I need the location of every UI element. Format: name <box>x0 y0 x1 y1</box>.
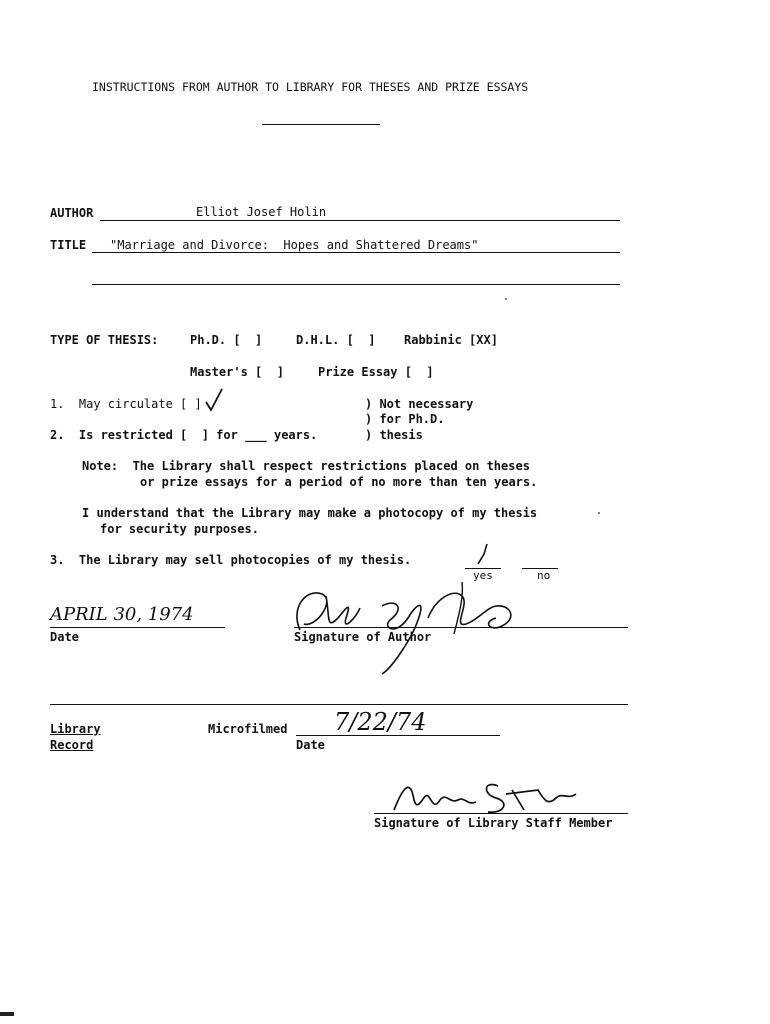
title-line <box>92 252 620 253</box>
author-line <box>100 220 620 221</box>
section-divider <box>50 704 628 705</box>
is-restricted-item: 2. Is restricted [ ] for ___ years. <box>50 428 318 442</box>
understand-line-2: for security purposes. <box>100 522 259 536</box>
yes-check-mark <box>475 540 495 566</box>
thesis-type-label: TYPE OF THESIS: <box>50 333 159 347</box>
masters-option: Master's [ ] <box>190 365 284 379</box>
dhl-option: D.H.L. [ ] <box>296 333 376 347</box>
phd-option: Ph.D. [ ] <box>190 333 263 347</box>
header-rule <box>262 124 380 125</box>
prize-essay-option: Prize Essay [ ] <box>318 365 434 379</box>
record-label: Record <box>50 738 94 752</box>
author-signature-label: Signature of Author <box>294 630 432 644</box>
author-value: Elliot Josef Holin <box>196 205 327 219</box>
note-line-1: Note: The Library shall respect restrictions placed on theses <box>82 459 530 473</box>
microfilmed-date-value: 7/22/74 <box>334 708 427 736</box>
title-value: "Marriage and Divorce: Hopes and Shattered Dreams" <box>110 238 479 252</box>
author-label: AUTHOR <box>50 206 94 220</box>
thesis-note: ) thesis <box>365 428 423 442</box>
author-date-label: Date <box>50 630 79 644</box>
not-necessary-note: ) Not necessary <box>365 397 474 411</box>
author-date-value: APRIL 30, 1974 <box>50 604 194 625</box>
for-phd-note: ) for Ph.D. <box>365 412 445 426</box>
understand-line-1: I understand that the Library may make a photocopy of my thesis <box>82 506 538 520</box>
library-staff-signature-label: Signature of Library Staff Member <box>374 816 613 830</box>
author-date-line <box>50 627 225 628</box>
title-label: TITLE <box>50 238 87 252</box>
circulate-check-mark <box>204 388 226 414</box>
may-circulate-item: 1. May circulate [ ] <box>50 397 202 411</box>
scan-edge-mark <box>0 1012 14 1016</box>
microfilmed-label: Microfilmed <box>208 722 288 736</box>
microfilmed-date-label: Date <box>296 738 325 752</box>
yes-label: yes <box>473 569 493 582</box>
note-line-2: or prize essays for a period of no more than ten years. <box>140 475 538 489</box>
library-label: Library <box>50 722 101 736</box>
sell-photocopies-item: 3. The Library may sell photocopies of my thesis. <box>50 553 412 567</box>
rabbinic-option: Rabbinic [XX] <box>404 333 498 347</box>
title-line-2 <box>92 284 620 285</box>
no-label: no <box>537 569 551 582</box>
author-signature-image <box>286 578 536 678</box>
scan-speck <box>598 512 600 514</box>
library-staff-signature-line <box>374 813 628 814</box>
scan-speck <box>505 298 507 300</box>
form-title: INSTRUCTIONS FROM AUTHOR TO LIBRARY FOR THESES AND PRIZE ESSAYS <box>92 80 529 94</box>
author-signature-line <box>294 627 628 628</box>
